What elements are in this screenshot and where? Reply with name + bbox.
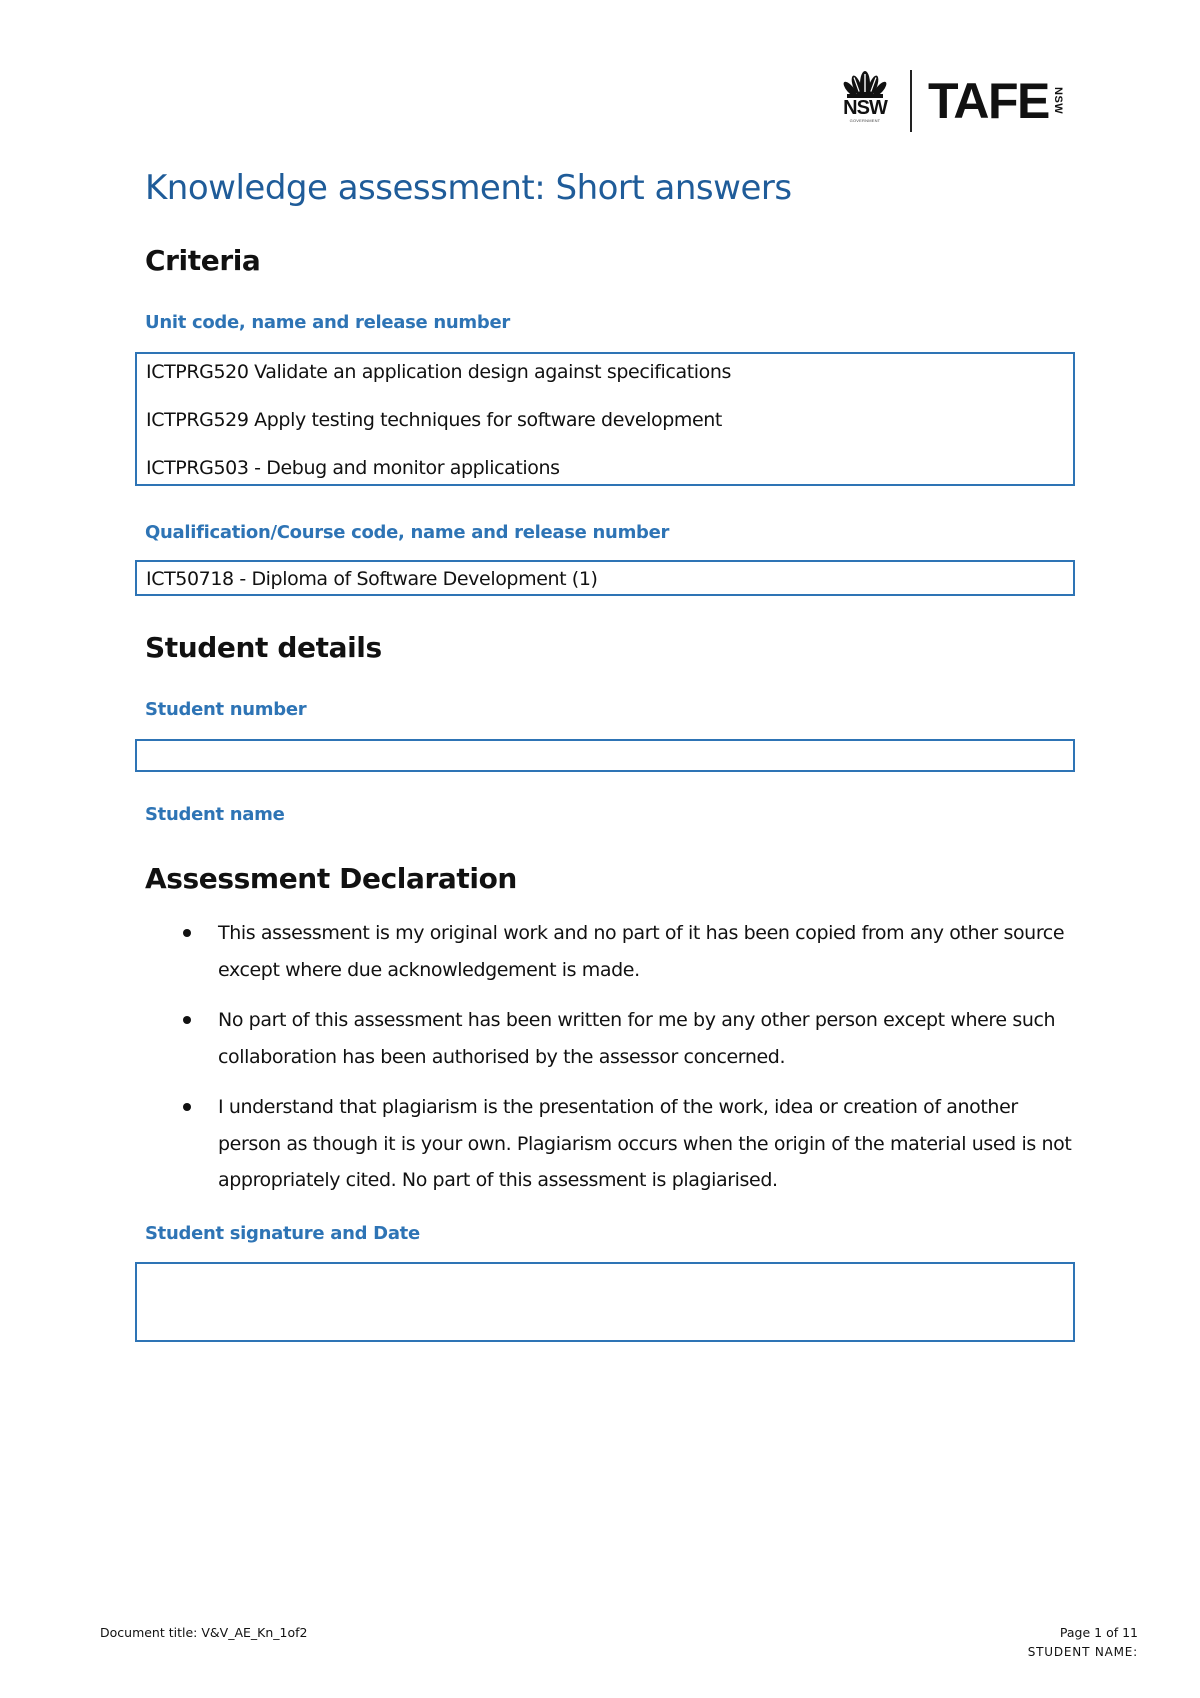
declaration-list: [175, 915, 1075, 1213]
qualification-value: ICT50718 - Diploma of Software Development (1): [146, 568, 598, 590]
unit-code-field[interactable]: [135, 352, 1075, 486]
declaration-item: [175, 1089, 1075, 1199]
declaration-item-text: This assessment is my original work and no part of it has been copied from any other source except where due acknowledgement is made.: [218, 922, 1065, 981]
nsw-wordmark: NSW: [843, 97, 887, 119]
qualification-label: Qualification/Course code, name and release number: [145, 522, 670, 543]
student-number-label: Student number: [145, 699, 307, 720]
bullet-icon: [183, 1016, 191, 1024]
bullet-icon: [183, 1103, 191, 1111]
tafe-nsw-vertical-text: NSW: [1051, 87, 1064, 115]
declaration-item-text: No part of this assessment has been written for me by any other person except where such collaboration has been authorised by the assessor concerned.: [218, 1009, 1056, 1068]
nsw-government-text: GOVERNMENT: [849, 118, 881, 123]
page-title: Knowledge assessment: Short answers: [145, 168, 792, 208]
unit-line-3: ICTPRG503 - Debug and monitor applications: [146, 457, 560, 479]
declaration-heading: Assessment Declaration: [145, 862, 517, 895]
declaration-item: [175, 1002, 1075, 1075]
criteria-heading: Criteria: [145, 244, 261, 277]
student-details-heading: Student details: [145, 631, 382, 664]
tafe-wordmark: TAFE: [928, 73, 1049, 129]
bullet-icon: [183, 929, 191, 937]
footer-student-name: STUDENT NAME:: [1027, 1645, 1138, 1659]
student-name-label: Student name: [145, 804, 285, 825]
student-number-field[interactable]: [135, 739, 1075, 772]
footer-page-number: Page 1 of 11: [1059, 1625, 1138, 1640]
logo-divider: [910, 70, 912, 132]
declaration-item-text: I understand that plagiarism is the presentation of the work, idea or creation of another person as though it is your own. Plagiarism occurs when the origin of the material used is not appropriately cited. No part of this assessment is plagiarised.: [218, 1096, 1072, 1191]
signature-label: Student signature and Date: [145, 1223, 420, 1244]
unit-line-2: ICTPRG529 Apply testing techniques for software development: [146, 409, 722, 431]
unit-line-1: ICTPRG520 Validate an application design against specifications: [146, 361, 731, 383]
footer-document-title: Document title: V&V_AE_Kn_1of2: [100, 1625, 308, 1640]
nsw-tafe-logo: [834, 68, 1094, 134]
signature-date-field[interactable]: [135, 1262, 1075, 1342]
nsw-government-logo: [834, 70, 896, 132]
waratah-flower-icon: [843, 70, 887, 98]
unit-code-label: Unit code, name and release number: [145, 312, 510, 333]
declaration-item: [175, 915, 1075, 988]
tafe-nsw-logo: [928, 73, 1064, 129]
qualification-field[interactable]: [135, 560, 1075, 596]
